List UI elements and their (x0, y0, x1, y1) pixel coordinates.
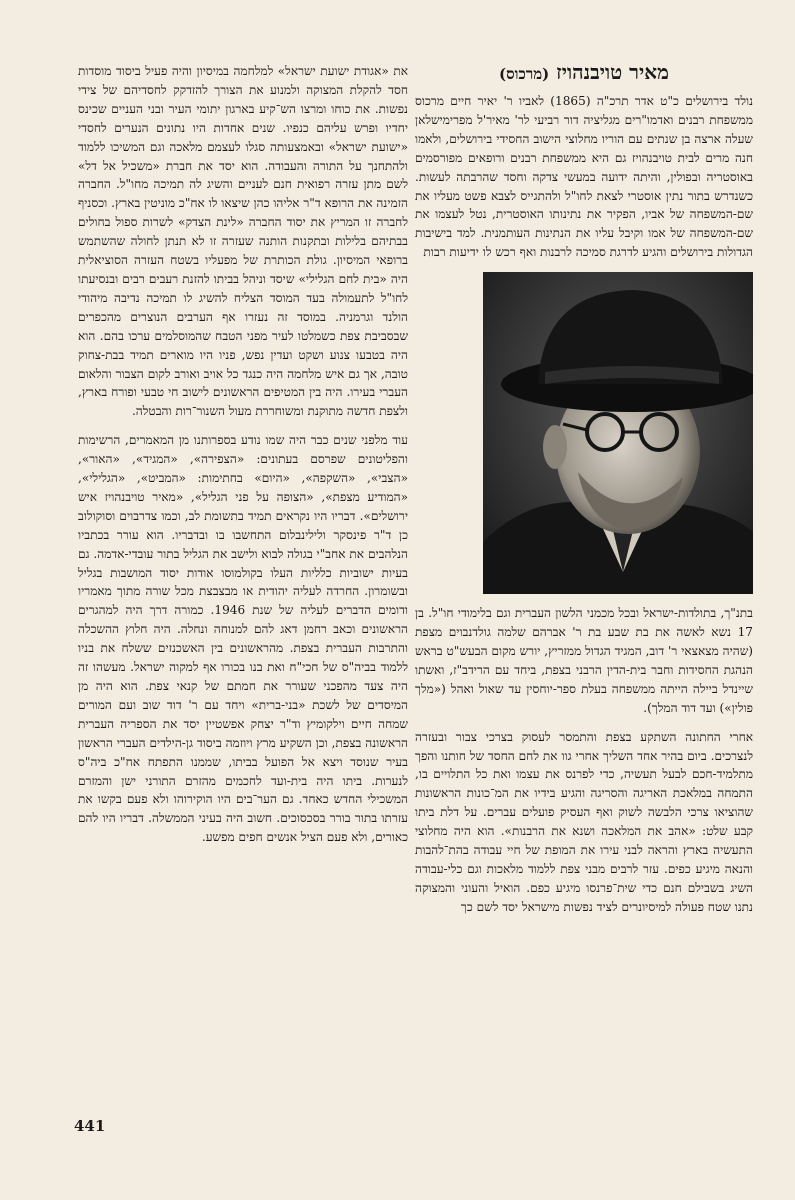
paragraph: אחרי החתונה השתקע בצפת והתמסר לעסוק בצרכי צבור ובעזרה לנצרכים. ביום בהיר אחד השליך אחרי גוו את לחם החסד של חותנו והפך מתלמיד-חכם לבעל תעשיה, כדי לפרנס את עצמו ואת כל התלויים בו, התמחה במלאכת האריגה והסריגה והגיע בידיו את המ־כונות הראשונות שהוציאו צרכי הלבשה לשוק ואף העסיק פועלים עברים. על דלת ביתו קבע שלט: «אהב את המלאכה ושנא את הרבנות». הוא היה מחלוצי התעשיה בארץ והראה לבני עירו את המופת של חיי עבודה בהת־להבות והנאה מיגיע כפים. עזר לרבים מבני צפת ללמוד מלאכות וגם כלי-עבודה השיג בשבילם חנם כדי שית־פרנסו מיגיע כפם. הואיל והעוני והמצוקה נתנו שטח פעולה למיסיונרים לציד נפשות מישראל יסד לשם כך (415, 729, 753, 914)
page-number: 441 (74, 1117, 106, 1135)
portrait-photo (483, 272, 753, 594)
paragraph: את «אגודת ישועת ישראל» למלחמה במיסיון והיה פעיל ביסוד מוסדות חסד להקלת המצוקה ולמנוע את הצורך להזדקק לחסדיהם של צידי נפשות. את כוחו ומרצו הש־קיע בארגון יתומי העיר ובני העניים שכינס יחדיו ופרש עליהם כנפיו. שנים אחדות היו נתונים הנערים לחסדי «ישועת ישראל» ובאמצעותה סגלו לעצמם מלאכה וגם המשיכו ללמוד ולהתחנך על התורה והעבודה. הוא יסד את חברת «משכיל אל דל» לשם מתן עזרה רפואית חנם לעניים והשיג לה תמיכה מחו"ל. החברה הזמינה את הרופא ד"ר אליהו כהן שיצאו לו אח"כ מוניטין בארץ. וכסניף לחברה זו המריץ את יסוד החברה «לינת הצדק» לשרות ספול בחולים בבתיהם בלילות ובתקנות הותנה שעזרה זו לא תנתן לחולה שהשתמש ברופאי המיסיון. גולת הכותרת של מפעליו בשטח העזרה הסוציאלית היה «בית לחם הגלילי» שיסד וניהל בביתו להזנת רעבים רבים ובנסיעתו לחו"ל לתעמולה בעד המוסד הצליח להשיג לו תמיכה נדיבה מיהודי הולנד וגרמניה. במוסד זה נעזרו אף הערבים הנוצרים מהכפרים שבסביבת צפת כשמלטו לעיר מפני הטבח שהמוסלמים ערכו בהם. הוא היה בטבעו צנוע ושקט ועדין נפש, פניו היו מוארים תמיד בבת-צחוק טובה, אך גם איש מלחמה היה כנגד כל אויב ואורב לקום הצבור והלאום העברי בעירו. היה בין המטיפים הראשונים לישוב חי טבעי ופורח בארץ, ולצפת חדשה מתוקנת ומשוחררת מעול השנור־רות והבטלה. (78, 64, 408, 419)
paragraph: נולד בירושלים כ"ט אדר תרכ"ה (1865) לאביו ר' יאיר חיים מרכוס ממשפחת רבנים ואדמו"רים מגליציה דור רביעי לר' מאיר'ל מפרימישלאן שעלה ארצה בן שנתים עם הוריו מחלוצי הישוב החסידי בירושלים, ולאמו חנה מרים לבית טויבנהויז גם היא ממשפחת רבנים ורופאים מפורסמים באוסטריה ובפולין, והיתה ידועה במעשי צדקה וחסד שהרבתה לעשות. כשנדרש בתור נתין אוסטרי לצאת לחו"ל ולהתגייס לצבא פשט מעליו את שם-המשפחה של אביו, הפקיר את נתינותו האוסטרית, נטל לעצמו את שם-המשפחה של אמו וקיבל עליו את הנתינות העותמנית. למד בישיבות הגדולות בירושלים והגיע לדרגת סמיכה לרבנות ואף רכש לו ידיעות רבות (415, 94, 753, 260)
article-title (415, 60, 753, 86)
right-column (415, 60, 753, 927)
portrait-photo-icon (483, 272, 753, 594)
paragraph: עוד מלפני שנים כבר היה שמו נודע בספרותנו מן המאמרים, הרשימות והפליטונים שפרסם בעתונים: «הצפירה», «המגיד», «האור», «הצבי», «השקפה», «היום» בחתימות: «המביט», «הגלילי», «המודיע מצפת», «הצופה על פני הגליל», «מאיר טויבנהויז איש ירושלים». דבריו היו נקראים תמיד בתשומת לב, וכמו צדרבוים וסוקולוב כן ד"ר פינסקר ולילינבלום התחשבו בו ובדבריו. הוא עורר בכתביו הנלהבים את אחב"י בגולה לבוא ולישב את הגליל בתור עובדי-אדמה. גם בעיות ישוביות כלליות העלו בקולמוסו אודות יסוד המושבות בגליל ובשומרון. החרדה לעליה יהודית או מבצבצת מכל שורה מתוך מאמריו ודומים הדברים לעליה של שנת 1946. כמורה דרך היה למהגרים הראשונים וכאב רחמן דאג להם למנוחה ונחלה. היה חלוץ ההשכלה והתרבות העברית בצפת. מהראשונים בין האשכנזים ששלח את בניו ללמוד בביה"ס של חכי"ח ואת בנו בכורו אף למקוה ישראל. מעשהו זה היה צעד מהפכני שעורר את חמתם של קנאי צפת. הוא היה מן המיסדים של לשכת «בני-ברית» ויחד עם ר' דוד שוב ועם המורים שמחה חיים וילקומיץ וד"ר יצחק אפשטיין יסד את הספריה העברית הראשונה בצפת, וכן השקיע מרץ ויוזמה ביסוד גן-הילדים העברי הראשון בעיר שנוסד ויצא אל הפועל בביתו, שממנו התפתח אח"כ ביה"ס לנערות. ביתו היה בית-ועד לחכמים מהזרם התורני ישן והמזרם המשכילי החדש כאחד. גם הער־בים היו הוקירוהו ולא פעם בקשו את עזרתו בתור בורר בסכסוכים. חשוב היה בעיני הממשלה. דבריו היו להם כאורים, ולא פעם הציל אנשים חפים מפשע. (78, 433, 408, 845)
title-name: מאיר טויבנהויז (556, 60, 669, 84)
paragraph: בתנ"ך, בתולדות-ישראל ובכל מכמני הלשון העברית וגם בלימודי חו"ל. בן 17 נשא לאשה את בת שבע בת ר' אברהם שלמה גולדנבוים מצפת (שהיה מצאצאי ר' דוב, המגיד הגדול ממזריץ, יורש מקום הבעש"ט בראש הנהגת החסידות וחבר בית-הדין הרבני בצפת, ביחד עם הרידב"ז, ואשתו שיינדל ביילה הייתה ממשפחה בעלת ספר-יוחסין עד שאול ואהל («מלך פולין») ועד דוד המלך). (415, 606, 753, 715)
left-column (78, 62, 408, 857)
title-suffix: (מרכוס) (499, 65, 550, 83)
